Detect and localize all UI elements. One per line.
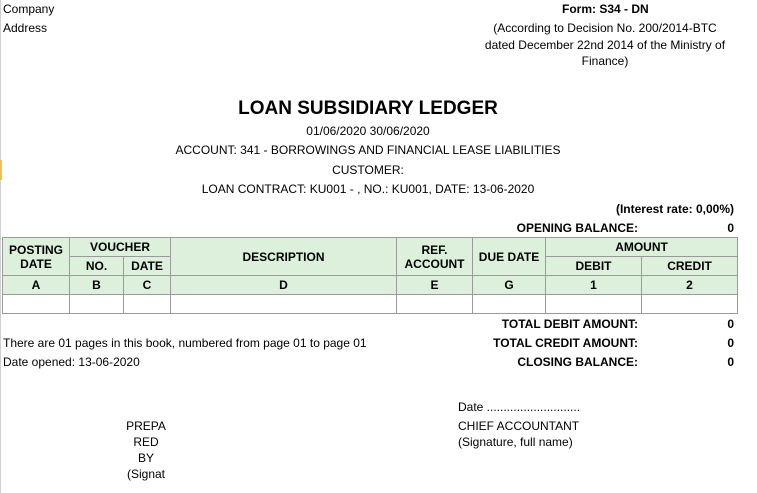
- opening-balance-label: OPENING BALANCE:: [516, 221, 638, 235]
- posting-label-1: POSTING: [8, 242, 63, 257]
- chief-accountant-label: CHIEF ACCOUNTANT: [458, 419, 580, 433]
- code-cell: D: [171, 276, 397, 295]
- col-amount: AMOUNT: [546, 238, 738, 257]
- opening-balance-value: 0: [727, 221, 734, 235]
- closing-balance-label: CLOSING BALANCE:: [517, 355, 638, 369]
- page-left-border: [0, 0, 1, 493]
- code-row: [3, 276, 738, 295]
- total-debit-value: 0: [727, 317, 734, 331]
- header-row-1: [3, 238, 738, 257]
- company-label: Company: [3, 2, 55, 16]
- empty-cell: [397, 295, 473, 314]
- empty-cell: [3, 295, 70, 314]
- code-cell: A: [3, 276, 70, 295]
- code-cell: 1: [546, 276, 642, 295]
- code-cell: E: [397, 276, 473, 295]
- form-code: Form: S34 - DN: [562, 2, 649, 16]
- prepared-by-2: RED: [133, 435, 159, 449]
- decision-line-3: Finance): [581, 54, 629, 68]
- code-cell: G: [473, 276, 546, 295]
- customer-line: CUSTOMER:: [332, 163, 404, 177]
- ledger-title: LOAN SUBSIDIARY LEDGER: [238, 98, 498, 119]
- sign-date-line: Date ............................: [458, 400, 581, 414]
- total-debit-label: TOTAL DEBIT AMOUNT:: [501, 317, 638, 331]
- col-debit: DEBIT: [546, 257, 642, 276]
- contract-line: LOAN CONTRACT: KU001 - , NO.: KU001, DATE: 13-06-2020: [201, 182, 535, 196]
- total-credit-label: TOTAL CREDIT AMOUNT:: [493, 336, 638, 350]
- empty-cell: [171, 295, 397, 314]
- period-range: 01/06/2020 30/06/2020: [306, 124, 430, 138]
- empty-cell: [546, 295, 642, 314]
- ref-label-1: REF.: [421, 242, 448, 257]
- ref-label-2: ACCOUNT: [404, 256, 465, 271]
- col-description: DESCRIPTION: [171, 238, 397, 276]
- empty-cell: [473, 295, 546, 314]
- col-voucher: VOUCHER: [70, 238, 171, 257]
- col-ref-account: [397, 238, 473, 276]
- prepared-by-1: PREPA: [126, 419, 166, 433]
- col-posting-date: [3, 238, 70, 276]
- account-line: ACCOUNT: 341 - BORROWINGS AND FINANCIAL LEASE LIABILITIES: [175, 143, 561, 157]
- code-cell: C: [124, 276, 171, 295]
- chief-accountant-sign: (Signature, full name): [458, 435, 573, 449]
- prepared-by-3: BY: [137, 451, 154, 465]
- code-cell: B: [70, 276, 124, 295]
- date-opened: Date opened: 13-06-2020: [3, 355, 140, 369]
- code-cell: 2: [642, 276, 738, 295]
- address-label: Address: [3, 21, 48, 35]
- pages-note: There are 01 pages in this book, numbered from page 01 to page 01: [3, 336, 367, 350]
- total-credit-value: 0: [727, 336, 734, 350]
- empty-cell: [124, 295, 171, 314]
- empty-cell: [642, 295, 738, 314]
- empty-cell: [70, 295, 124, 314]
- col-due-date: DUE DATE: [473, 238, 546, 276]
- cell-marker: [0, 160, 2, 180]
- table-row: [3, 295, 738, 314]
- decision-line-1: (According to Decision No. 200/2014-BTC: [493, 21, 717, 35]
- col-voucher-date: DATE: [124, 257, 171, 276]
- ledger-table: [2, 237, 738, 314]
- decision-line-2: dated December 22nd 2014 of the Ministry of: [484, 38, 726, 52]
- posting-label-2: DATE: [20, 256, 52, 271]
- col-voucher-no: NO.: [70, 257, 124, 276]
- interest-rate: (Interest rate: 0,00%): [615, 202, 734, 216]
- prepared-by-4: (Signat: [126, 467, 166, 481]
- closing-balance-value: 0: [727, 355, 734, 369]
- col-credit: CREDIT: [642, 257, 738, 276]
